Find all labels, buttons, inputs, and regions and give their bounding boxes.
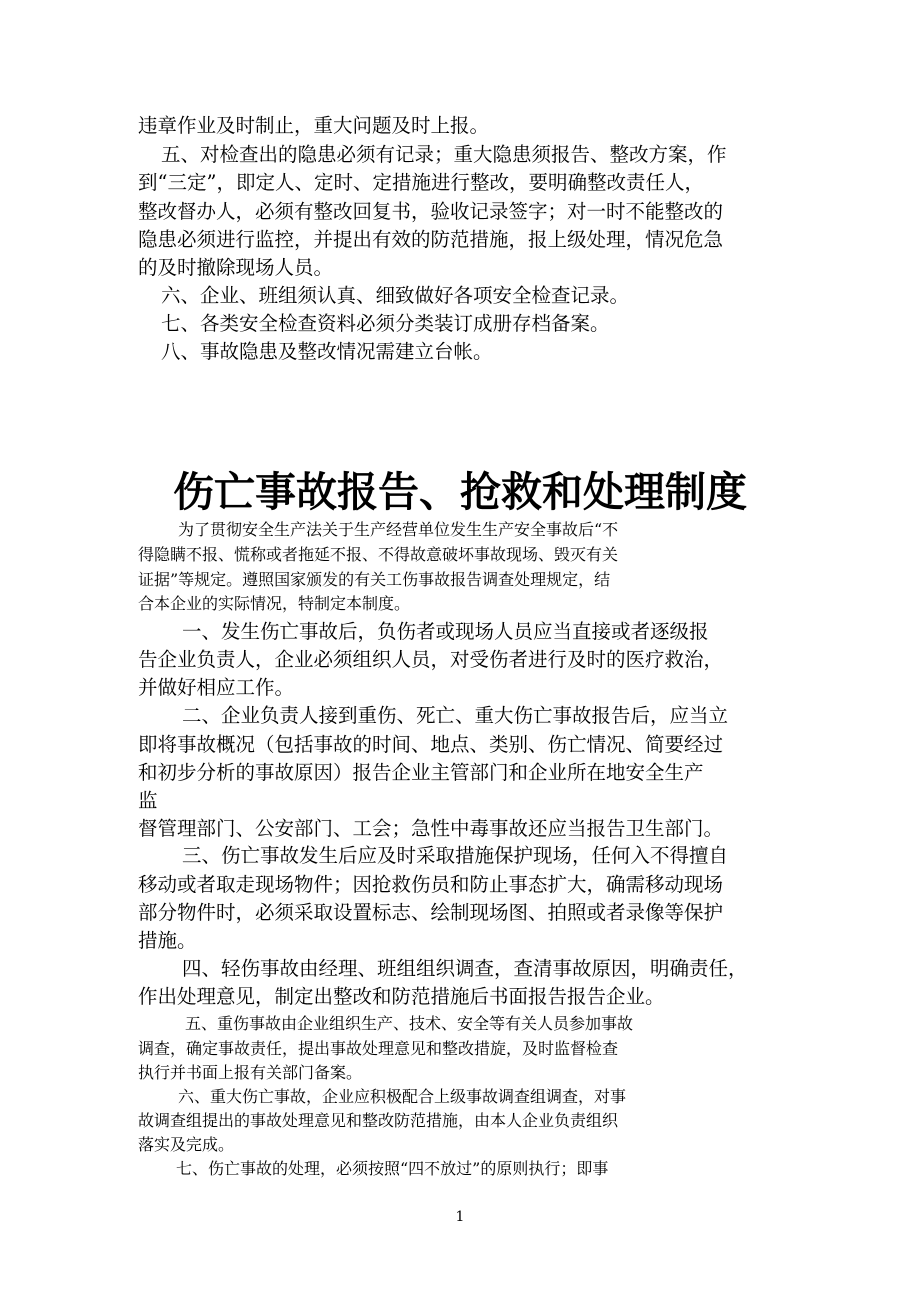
paragraph-line: 故调查组提出的事故处理意见和整改防范措施，由本人企业负责组织 [138, 1111, 619, 1130]
paragraph-line: 七、各类安全检查资料必须分类装订成册存档备案。 [161, 312, 610, 335]
paragraph-line: 部分物件时，必须采取设置标志、绘制现场图、拍照或者录像等保护 [138, 901, 724, 924]
paragraph-line: 八、事故隐患及整改情况需建立台帐。 [161, 340, 493, 363]
page-number: 1 [455, 1209, 465, 1225]
paragraph-line: 作出处理意见，制定出整改和防范措施后书面报告报告企业。 [138, 985, 665, 1008]
paragraph-line: 和初步分析的事故原因）报告企业主管部门和企业所在地安全生产 [138, 761, 704, 784]
paragraph-line: 合本企业的实际情况，特制定本制度。 [138, 594, 411, 613]
paragraph-line: 为了贯彻安全生产法关于生产经营单位发生生产安全事故后“不 [178, 520, 619, 539]
paragraph-line: 的及时撤除现场人员。 [138, 256, 334, 279]
paragraph-line: 告企业负责人，企业必须组织人员，对受伤者进行及时的医疗救治， [138, 648, 724, 671]
paragraph-line: 一、发生伤亡事故后，负伤者或现场人员应当直接或者逐级报 [182, 620, 709, 643]
paragraph-line: 五、对检查出的隐患必须有记录；重大隐患须报告、整改方案，作 [161, 143, 727, 166]
paragraph-line: 隐患必须进行监控，并提出有效的防范措施，报上级处理，情况危急 [138, 228, 724, 251]
document-title: 伤亡事故报告、抢救和处理制度 [173, 468, 747, 516]
paragraph-line: 并做好相应工作。 [138, 676, 295, 699]
paragraph-line: 七、伤亡事故的处理，必须按照“四不放过”的原则执行；即事 [176, 1159, 609, 1178]
paragraph-line: 督管理部门、公安部门、工会；急性中毒事故还应当报告卫生部门。 [138, 817, 724, 840]
paragraph-line: 监 [138, 789, 158, 812]
paragraph-line: 三、伤亡事故发生后应及时采取措施保护现场，任何入不得擅自 [182, 844, 729, 867]
paragraph-line: 措施。 [138, 929, 197, 952]
paragraph-line: 到“三定”，即定人、定时、定措施进行整改，要明确整改责任人， [138, 171, 704, 194]
paragraph-line: 五、重伤事故由企业组织生产、技术、安全等有关人员参加事故 [185, 1014, 634, 1033]
paragraph-line: 调查，确定事故责任，提出事故处理意见和整改措旋，及时监督检查 [138, 1039, 619, 1058]
paragraph-line: 即将事故概况（包括事故的时间、地点、类别、伤亡情况、简要经过 [138, 733, 724, 756]
paragraph-line: 整改督办人，必须有整改回复书，验收记录签字；对一时不能整改的 [138, 200, 724, 223]
paragraph-line: 四、轻伤事故由经理、班组组织调查，查清事故原因，明确责任， [182, 957, 748, 980]
paragraph-line: 移动或者取走现场物件；因抢救伤员和防止事态扩大，确需移动现场 [138, 873, 724, 896]
paragraph-line: 六、企业、班组须认真、细致做好各项安全检查记录。 [161, 284, 630, 307]
paragraph-line: 二、企业负责人接到重伤、死亡、重大伤亡事故报告后，应当立 [182, 704, 729, 727]
paragraph-line: 得隐瞒不报、慌称或者拖延不报、不得故意破坏事故现场、毁灭有关 [138, 545, 619, 564]
paragraph-line: 执行并书面上报有关部门备案。 [138, 1063, 363, 1082]
paragraph-line: 六、重大伤亡事故，企业应积极配合上级事故调查组调查，对事 [178, 1087, 627, 1106]
paragraph-line: 证据”等规定。遵照国家颁发的有关工伤事故报告调查处理规定，结 [138, 570, 611, 589]
paragraph-line: 落实及完成。 [138, 1135, 235, 1154]
paragraph-line: 违章作业及时制止，重大问题及时上报。 [138, 114, 490, 137]
